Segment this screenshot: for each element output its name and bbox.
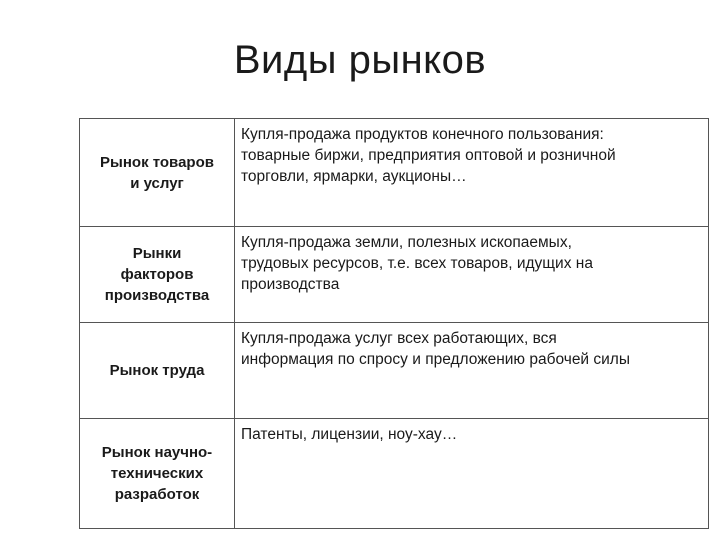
market-types-table [79, 118, 709, 529]
market-description-cell [235, 323, 709, 419]
market-description: Купля-продажа продуктов конечного пользования: товарные биржи, предприятия оптовой и розничной торговли, ярмарки, аукционы… [241, 126, 616, 185]
market-name-cell [80, 227, 235, 323]
market-description: Купля-продажа земли, полезных ископаемых, трудовых ресурсов, т.е. всех товаров, идущих на производства [241, 234, 593, 293]
market-name: Рынок труда [109, 362, 205, 379]
market-description: Патенты, лицензии, ноу-хау… [241, 426, 458, 443]
slide-title: Виды рынков [233, 38, 487, 82]
market-name: Рынки факторов производства [104, 245, 210, 304]
table-row [80, 323, 709, 419]
market-description-cell [235, 119, 709, 227]
market-name-cell [80, 119, 235, 227]
table-row [80, 119, 709, 227]
table-row [80, 419, 709, 529]
market-name-cell [80, 419, 235, 529]
market-name-cell [80, 323, 235, 419]
table-row [80, 227, 709, 323]
market-description-cell [235, 419, 709, 529]
market-name: Рынок научно- технических разработок [101, 444, 213, 503]
market-description: Купля-продажа услуг всех работающих, вся информация по спросу и предложению рабочей силы [241, 330, 630, 368]
market-description-cell [235, 227, 709, 323]
market-name: Рынок товаров и услуг [100, 153, 214, 192]
